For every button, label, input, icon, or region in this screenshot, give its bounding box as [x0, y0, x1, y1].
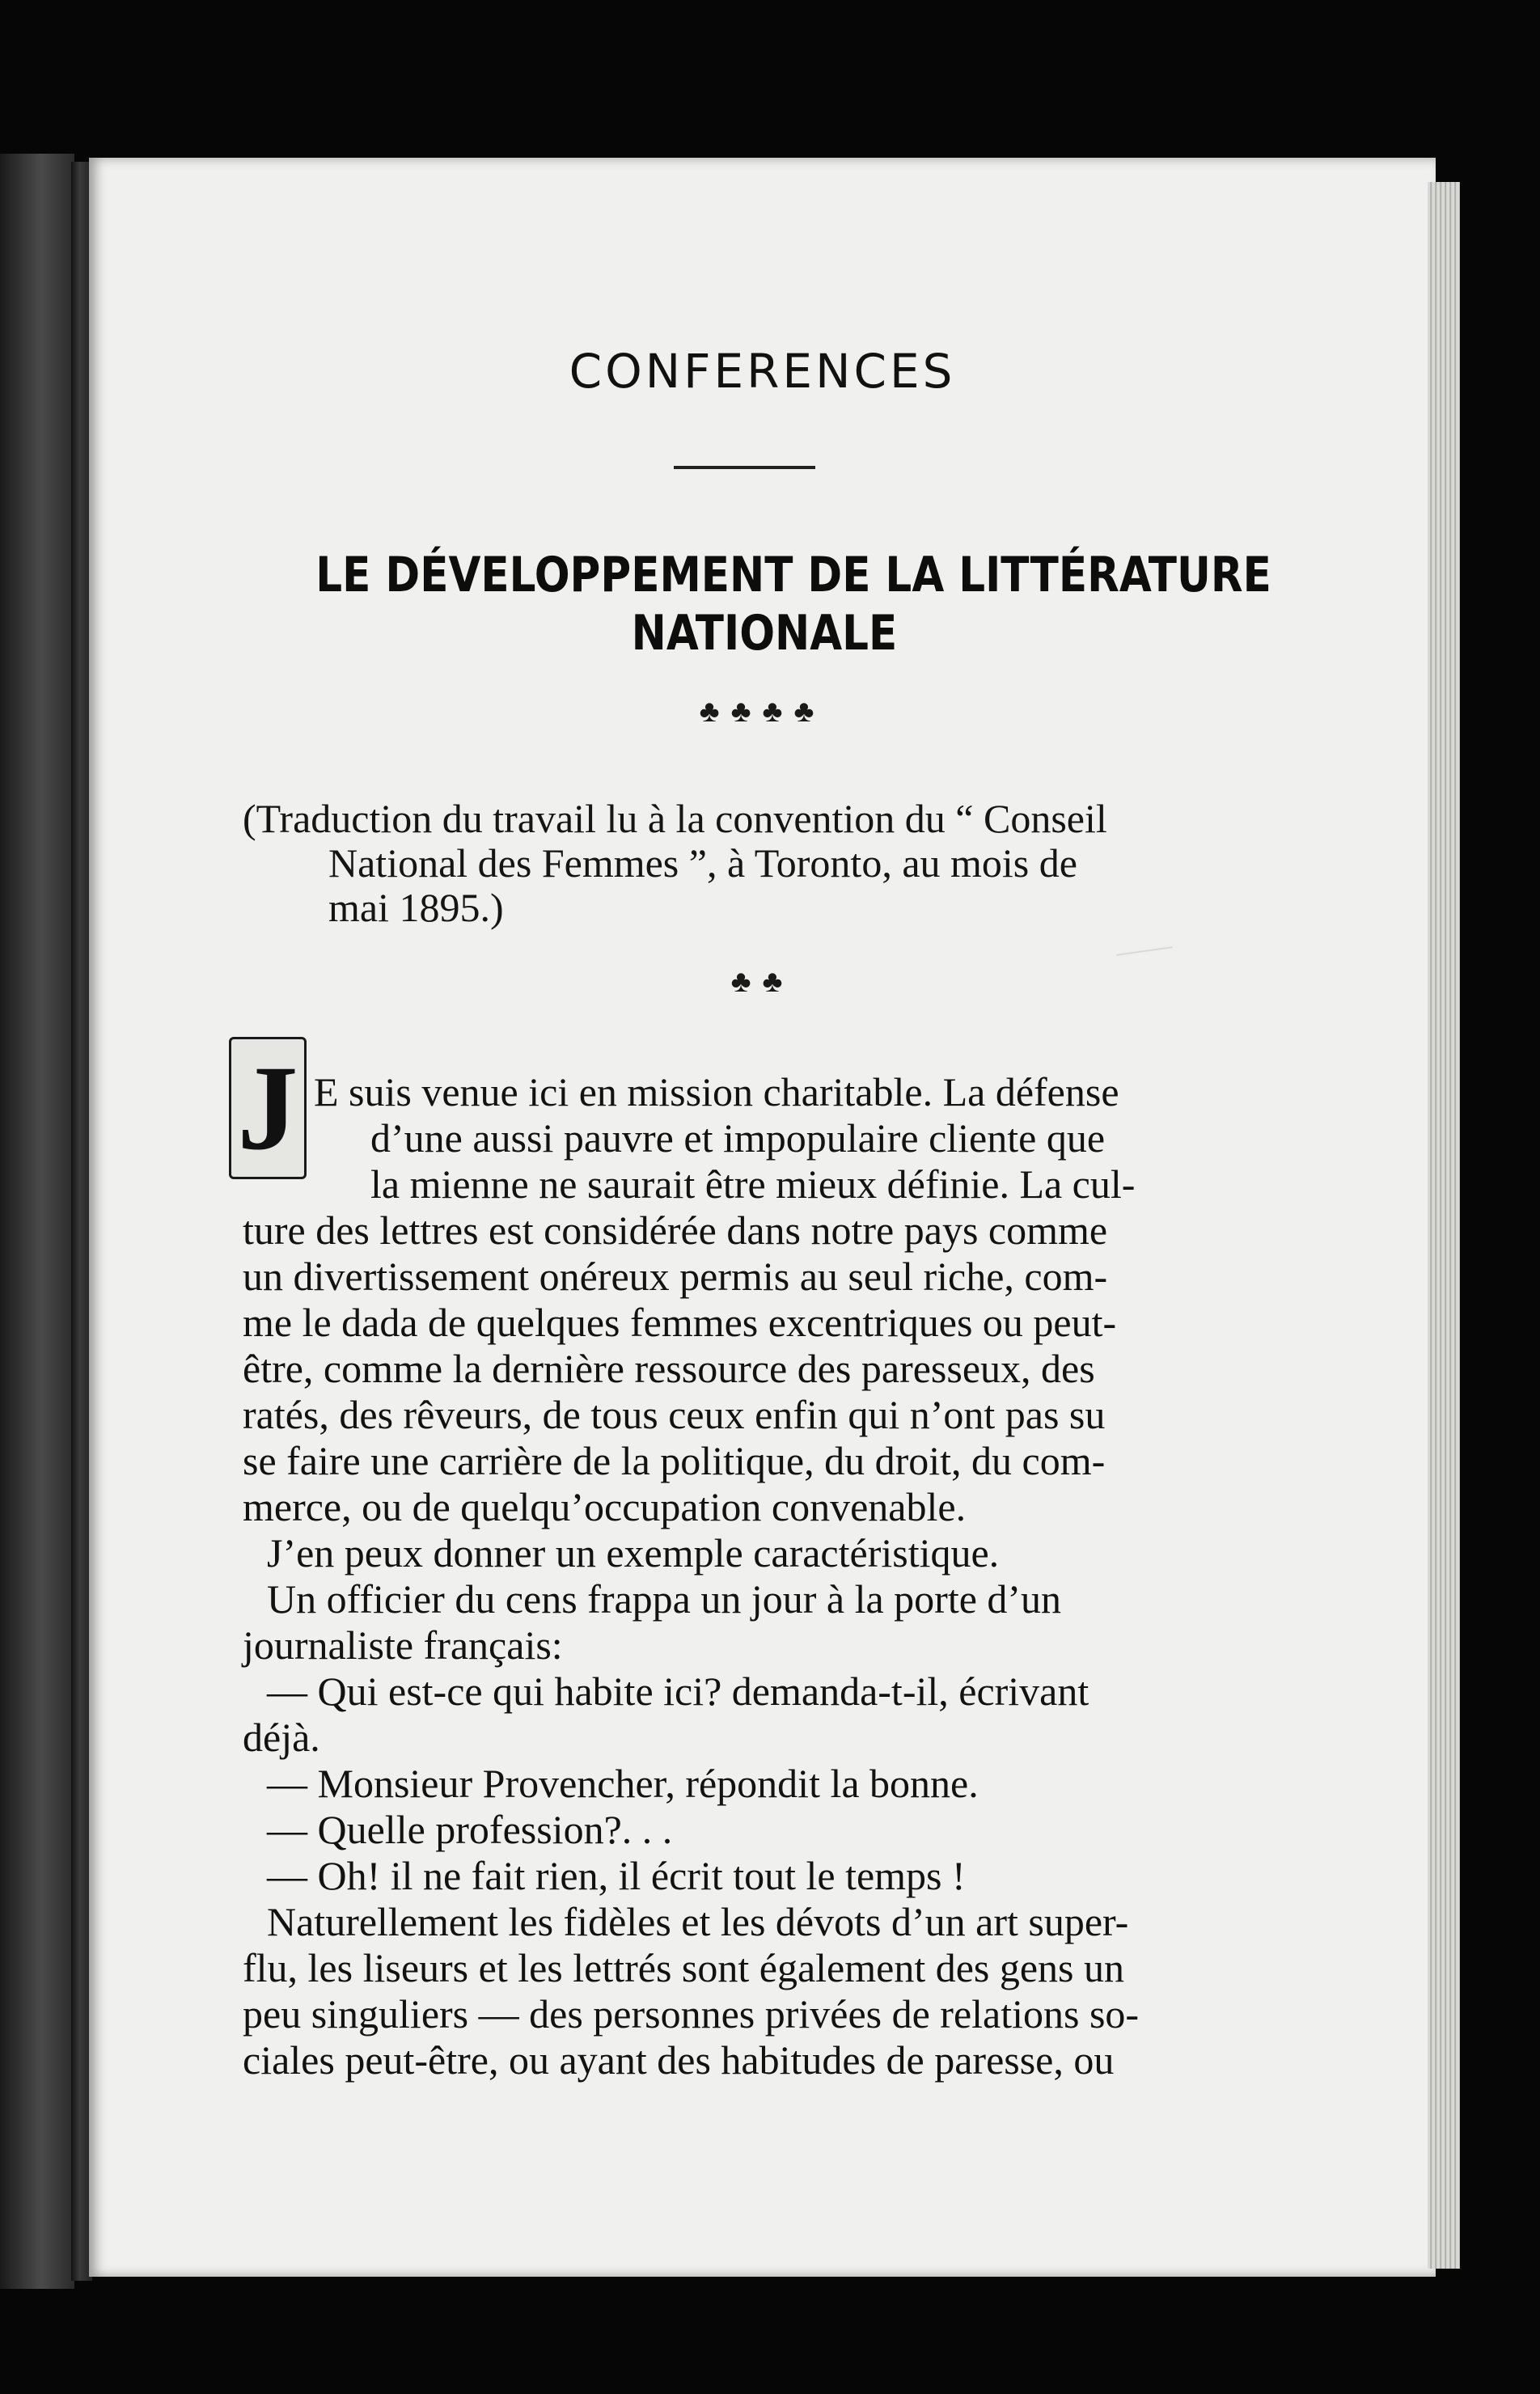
body-line: Un officier du cens frappa un jour à la porte d’un [267, 1576, 1062, 1622]
subtitle-note [243, 797, 1254, 930]
page-stack-edges [1428, 182, 1460, 2269]
body-line: d’une aussi pauvre et impopulaire cliente que [370, 1115, 1106, 1161]
body-line: J’en peux donner un exemple caractéristique. [267, 1530, 1000, 1576]
body-line: ratés, des rêveurs, de tous ceux enfin qui n’ont pas su [243, 1392, 1106, 1437]
body-line: se faire une carrière de la politique, du droit, du com- [243, 1438, 1106, 1483]
ornament-clubs-top: ♣♣♣♣ [699, 695, 826, 729]
subtitle-line-2: National des Femmes ”, à Toronto, au mois de [328, 840, 1077, 886]
title-line-1: LE DÉVELOPPEMENT DE LA LITTÉRATURE [315, 547, 1271, 603]
body-line: la mienne ne saurait être mieux définie. La cul- [370, 1161, 1136, 1207]
body-line: merce, ou de quelqu’occupation convenable. [243, 1484, 967, 1529]
body-line: — Quelle profession?. . . [267, 1807, 673, 1852]
ornament-clubs-bottom: ♣♣ [730, 965, 794, 999]
title-line-2: NATIONALE [631, 605, 898, 662]
left-page-edge [0, 154, 74, 2289]
body-line: un divertissement onéreux permis au seul riche, com- [243, 1254, 1108, 1299]
body-line: me le dada de quelques femmes excentriques ou peut- [243, 1300, 1117, 1345]
section-rule [674, 466, 815, 469]
body-line: Naturellement les fidèles et les dévots d’un art super- [267, 1899, 1129, 1944]
body-line: être, comme la dernière ressource des paresseux, des [243, 1346, 1095, 1391]
body-line: — Monsieur Provencher, répondit la bonne. [267, 1761, 979, 1806]
body-line: flu, les liseurs et les lettrés sont également des gens un [243, 1945, 1125, 1990]
body-line: peu singuliers — des personnes privées de relations so- [243, 1991, 1140, 2037]
running-head: CONFERENCES [569, 344, 956, 399]
decorated-drop-cap: J [229, 1037, 307, 1179]
body-line: — Oh! il ne fait rien, il écrit tout le temps ! [267, 1853, 966, 1898]
body-line: ture des lettres est considérée dans notre pays comme [243, 1208, 1108, 1253]
body-line: journaliste français: [243, 1622, 563, 1668]
body-line: E suis venue ici en mission charitable. La défense [314, 1069, 1119, 1115]
article-title [315, 546, 1271, 662]
subtitle-line-3: mai 1895.) [328, 885, 504, 930]
subtitle-line-1: (Traduction du travail lu à la convention du “ Conseil [243, 796, 1107, 841]
body-line: déjà. [243, 1715, 320, 1760]
body-text [243, 1069, 1258, 2083]
body-line: — Qui est-ce qui habite ici? demanda-t-il, écrivant [267, 1669, 1089, 1714]
body-line: ciales peut-être, ou ayant des habitudes de paresse, ou [243, 2037, 1115, 2083]
